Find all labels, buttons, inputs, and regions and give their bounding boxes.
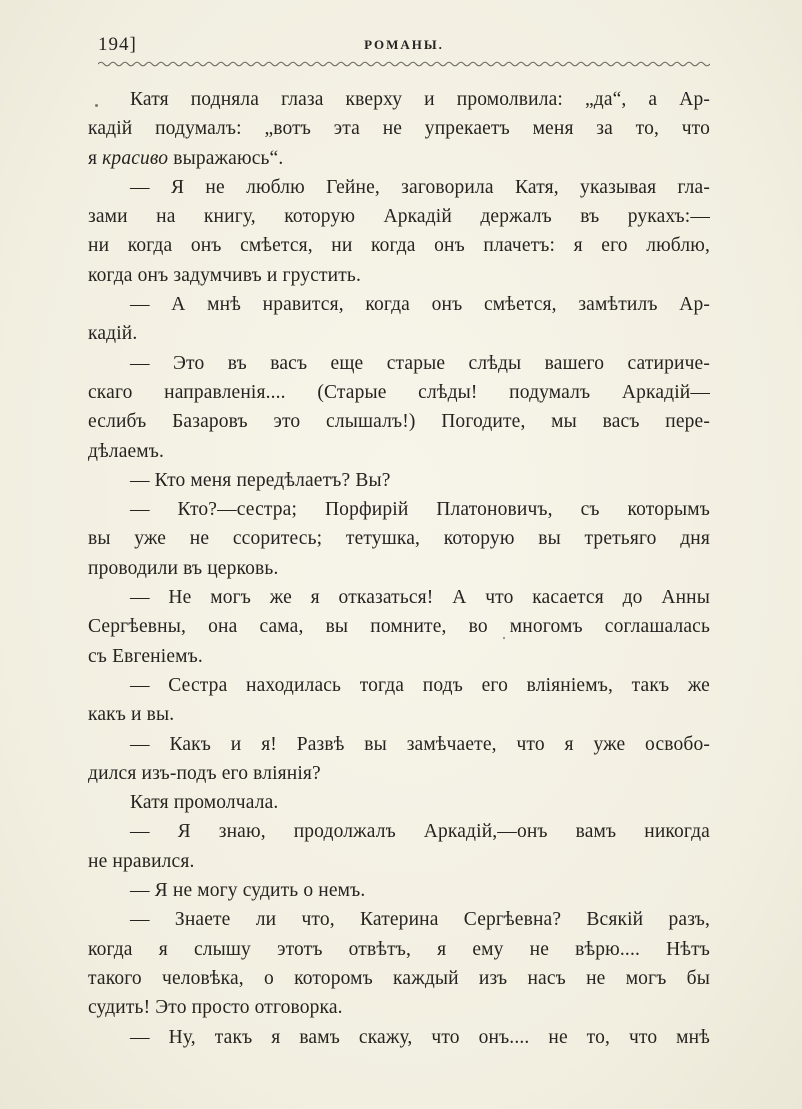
text-line: — А мнѣ нравится, когда онъ смѣется, замѣтилъ Ар- [130, 294, 710, 316]
text-line: — Сестра находилась тогда подъ его вліяніемъ, такъ же [130, 674, 710, 696]
text-line: Катя промолчала. [130, 792, 279, 814]
running-title: РОМАНЫ. [364, 37, 444, 52]
text-line: не нравился. [88, 850, 195, 872]
text-line: дился изъ-подъ его вліянія? [88, 762, 321, 784]
text-line: съ Евгеніемъ. [88, 645, 203, 667]
text-line: судить! Это просто отговорка. [88, 997, 343, 1019]
text-line: кадій. [88, 323, 138, 345]
text-line: Катя подняла глаза кверху и промолвила: „да“, а Ар- [130, 89, 710, 110]
ornamental-rule [98, 60, 710, 68]
text-line: ни когда онъ смѣется, ни когда онъ плачетъ: я его люблю, [88, 235, 710, 257]
print-speck [503, 637, 505, 639]
text-line: — Какъ и я! Развѣ вы замѣчаете, что я уже освобо- [130, 733, 710, 755]
text-line: — Я не люблю Гейне, заговорила Катя, указывая гла- [130, 176, 710, 198]
body-text [88, 85, 710, 1052]
text-line: когда онъ задумчивъ и грустить. [88, 264, 361, 286]
text-line: когда я слышу этотъ отвѣтъ, я ему не вѣрю.... Нѣтъ [88, 938, 710, 960]
text-line: какъ и вы. [88, 704, 175, 726]
text-segment: выражаюсь“. [168, 147, 284, 169]
text-line: — Знаете ли что, Катерина Сергѣевна? Всякій разъ, [130, 909, 710, 931]
text-line: — Я знаю, продолжалъ Аркадій,—онъ вамъ никогда [130, 821, 710, 843]
text-line: зами на книгу, которую Аркадій держалъ въ рукахъ:— [88, 206, 710, 228]
italic-word: красиво [102, 147, 169, 169]
text-line: — Я не могу судить о немъ. [130, 880, 366, 902]
page-number: 194] [98, 34, 137, 55]
print-speck [95, 104, 98, 107]
text-line: — Кто меня передѣлаетъ? Вы? [130, 469, 391, 491]
page-header [98, 30, 710, 60]
text-segment: я [88, 147, 103, 169]
text-line: такого человѣка, о которомъ каждый изъ насъ не могъ бы [88, 967, 710, 989]
text-line: дѣлаемъ. [88, 440, 165, 462]
text-line [88, 144, 710, 173]
text-line: вы уже не ссоритесь; тетушка, которую вы третьяго дня [88, 528, 710, 550]
text-line: — Не могъ же я отказаться! А что касается до Анны [130, 587, 710, 609]
text-line: — Кто?—сестра; Порфирій Платоновичъ, съ которымъ [130, 499, 710, 521]
text-line: проводили въ церковь. [88, 557, 279, 579]
text-line: Сергѣевны, она сама, вы помните, во многомъ соглашалась [88, 616, 710, 638]
text-line: — Это въ васъ еще старые слѣды вашего сатириче- [130, 352, 710, 374]
text-line: еслибъ Базаровъ это слышалъ!) Погодите, мы васъ пере- [88, 411, 710, 433]
text-line: скаго направленія.... (Старые слѣды! подумалъ Аркадій— [88, 381, 710, 403]
text-line: — Ну, такъ я вамъ скажу, что онъ.... не то, что мнѣ [130, 1026, 710, 1048]
text-line: кадій подумалъ: „вотъ эта не упрекаетъ меня за то, что [88, 118, 710, 140]
